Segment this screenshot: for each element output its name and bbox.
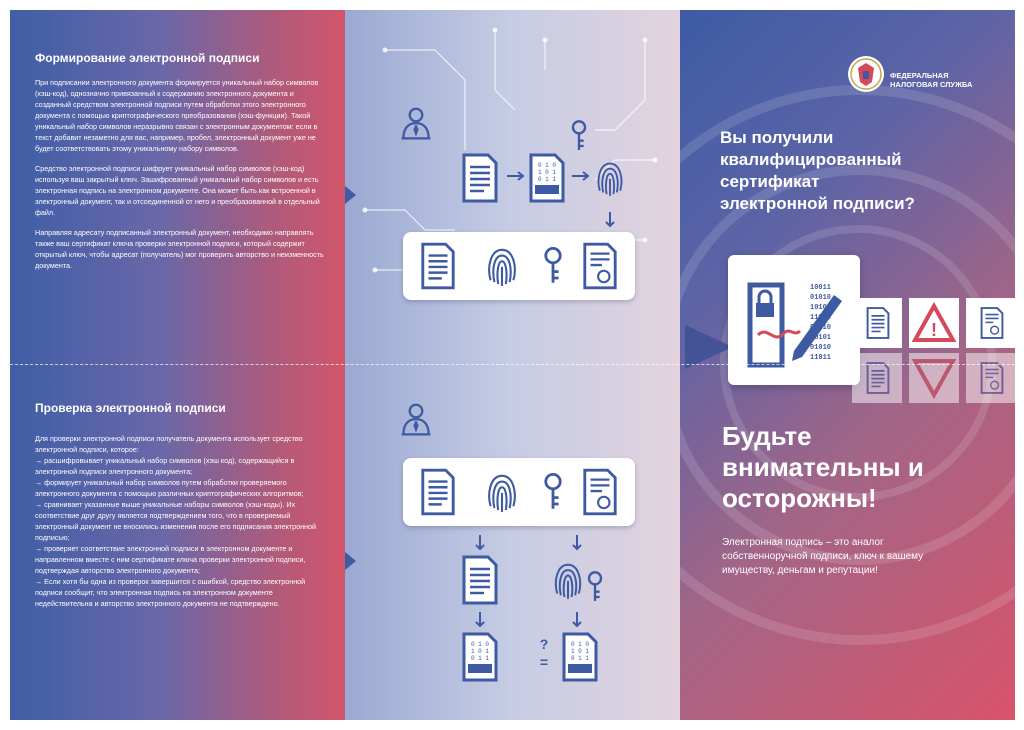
paragraph: Направляя адресату подписанный электронный документ, необходимо направлять также ваш сертификат ключа проверки электронной подписи, который содержит открытый ключ, чтобы адресат (получатель) мог проверить авторство и неизменность документа.	[35, 228, 324, 270]
e-signature-card	[728, 255, 860, 385]
tile-document	[852, 298, 902, 348]
arrow-notch	[345, 186, 356, 204]
binary-line: 10101	[810, 334, 832, 342]
section-body-verification	[35, 433, 325, 609]
org-name	[890, 71, 972, 89]
fns-emblem-icon	[846, 54, 886, 94]
fingerprint-icon	[483, 242, 521, 290]
svg-text:!: !	[931, 320, 937, 340]
binary-code-block	[810, 283, 831, 363]
key-icon	[585, 570, 605, 604]
list-item: → Если хотя бы одна из проверок завершится с ошибкой, средство электронной подписи сообщит, что электронная подпись на электронном документе недействительна и авторство электронного документа не подтверждено.	[35, 577, 306, 608]
fingerprint-icon	[593, 153, 627, 203]
hash-document-icon	[460, 632, 500, 682]
org-name-line: НАЛОГОВАЯ СЛУЖБА	[890, 80, 973, 89]
section-title-formation: Формирование электронной подписи	[35, 51, 260, 65]
tile-certificate	[966, 298, 1015, 348]
document-icon	[419, 468, 457, 516]
arrow-down-icon	[473, 533, 487, 553]
compare-question-mark: ?	[539, 636, 549, 652]
key-icon	[569, 118, 589, 154]
panel-left	[10, 10, 345, 720]
warning-icon	[909, 298, 959, 348]
warning-icon	[909, 353, 959, 403]
fingerprint-icon	[550, 555, 586, 605]
headline-subtext: Электронная подпись – это аналог собственноручной подписи, ключ к вашему имуществу, деньгам и репутации!	[722, 537, 924, 576]
certificate-document-icon	[979, 361, 1005, 395]
binary-line: 01010	[810, 344, 832, 352]
received-document-card	[403, 458, 635, 526]
binary-line: 11010	[810, 314, 832, 322]
person-icon	[398, 402, 434, 438]
binary-line: 11011	[810, 354, 832, 362]
person-icon	[398, 106, 434, 142]
list-item: → формирует уникальный набор символов путем обработки проверяемого электронного документа с помощью различных криптографических алгоритмов;	[35, 478, 304, 498]
fingerprint-icon	[483, 468, 521, 516]
document-icon	[419, 242, 457, 290]
signed-document-card	[403, 232, 635, 300]
e-signature-icon	[728, 255, 860, 385]
panel-right	[680, 10, 1015, 720]
arrow-notch	[345, 552, 356, 570]
tile-warning	[909, 298, 959, 348]
check-steps-list	[35, 455, 325, 609]
tile-warning-reflection	[909, 353, 959, 403]
list-item: → расшифровывает уникальный набор символов (хэш код), содержащийся в электронной подписи электронного документа;	[35, 456, 295, 476]
question-title: Вы получили квалифицированный сертификат электронной подписи?	[720, 128, 915, 213]
certificate-document-icon	[581, 242, 619, 290]
key-icon	[541, 246, 565, 286]
document-icon	[865, 306, 891, 340]
tile-certificate-reflection	[966, 353, 1015, 403]
binary-line: 10101	[810, 304, 832, 312]
arrow-down-icon	[473, 610, 487, 630]
circuit-lines-decoration	[345, 10, 680, 720]
document-icon	[865, 361, 891, 395]
fold-divider	[10, 364, 1015, 365]
section-body-formation	[35, 77, 325, 280]
arrow-down-icon	[603, 210, 617, 230]
key-icon	[541, 472, 565, 512]
binary-line: 01010	[810, 294, 832, 302]
binary-line: 10011	[810, 284, 832, 292]
list-item: → сравнивает указанные выше уникальные наборы символов (хэш-коды). Их соответствие друг другу является подтверждением того, что в проверяемый электронный документ не вносились изменения после его подписания электронной подписью;	[35, 500, 317, 542]
arrow-right-icon	[505, 170, 527, 182]
certificate-document-icon	[581, 468, 619, 516]
certificate-document-icon	[979, 306, 1005, 340]
hash-document-icon	[560, 632, 600, 682]
section-title-verification: Проверка электронной подписи	[35, 401, 226, 415]
org-name-line: ФЕДЕРАЛЬНАЯ	[890, 71, 949, 80]
arrow-down-icon	[570, 610, 584, 630]
paragraph: Для проверки электронной подписи получатель документа использует средство электронной подписи, которое:	[35, 434, 303, 454]
panel-middle	[345, 10, 680, 720]
paragraph: Средство электронной подписи шифрует уникальный набор символов (хэш-код) используя ваш закрытый ключ. Зашифрованный уникальный набор символов и есть электронная подпись на электронном документе. Она может быть как встроенной в электронный документ, так и отсоединенной от него и преобразованной в отдельный файл.	[35, 164, 320, 217]
hash-document-icon	[527, 153, 567, 203]
document-icon	[460, 555, 500, 605]
binary-line: 01010	[810, 324, 832, 332]
arrow-down-icon	[570, 533, 584, 553]
arrow-right-icon	[570, 170, 592, 182]
paragraph: При подписании электронного документа формируется уникальный набор символов (хэш-код), однозначно привязанный к содержанию электронного документа и созданный средством электронной подписи путем обработки этого электронного документа с помощью криптографического преобразования (хэш-функции). Такой уникальный набор символов неразрывно связан с электронным документом: если в текст добавит незаметно для вас, например, пробел, электронный документ уже не будет соответствовать этому уникальному набору символов.	[35, 78, 319, 153]
tile-document-reflection	[852, 353, 902, 403]
headline: Будьте внимательны и осторожны!	[722, 421, 924, 513]
document-icon	[460, 153, 500, 203]
brochure	[10, 10, 1015, 720]
compare-equals-sign: =	[539, 654, 549, 670]
pointer-triangle	[685, 325, 733, 369]
list-item: → проверяет соответствие электронной подписи в электронном документе и направленном вместе с ним сертификате ключа проверки электронной подписи, подтверждая авторство электронного документа;	[35, 544, 306, 575]
